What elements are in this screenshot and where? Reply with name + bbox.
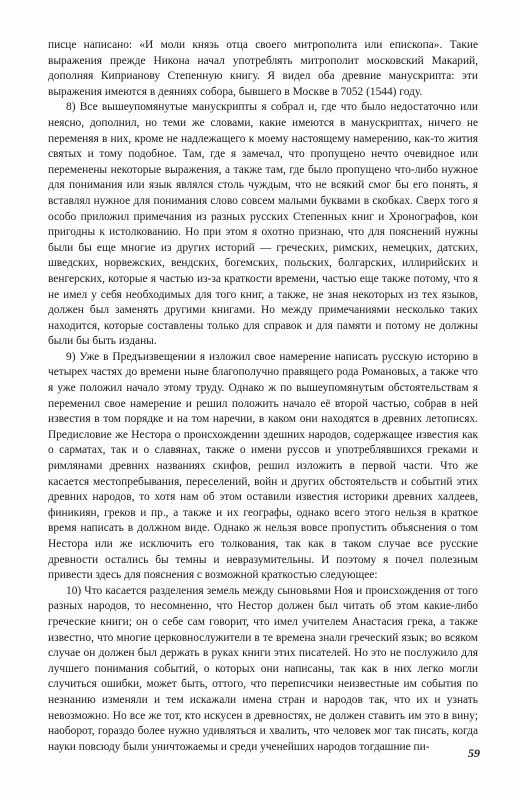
page-number: 59: [468, 746, 480, 760]
paragraph-continuation: писце написано: «И моли князь отца своего митрополита или епископа». Такие выражения прежде Никона начал употреблять митрополит московский Макарий, дополняя Киприанову Степенную книгу. Я видел оба древние манускрипта: эти выражения имеются в деяниях собора, бывшего в Москве в 7052 (1544) году.: [48, 39, 478, 98]
paragraph-10: 10) Что касается разделения земель между сыновьями Ноя и происхождения от того разных народов, то несомненно, что Нестор должен был читать об этом какие-либо греческие книги; он о себе сам говорит, что имел учителем Анастасия грека, а также известно, что многие церковнослужители в те времена знали греческий язык; во всяком случае он должен был держать в руках книги этих писателей. Но это не послужило для лучшего понимания событий, о которых они написаны, так как в них легко могли случиться ошибки, может быть, оттого, что переписчики неизвестные им события по незнанию изменяли и тем искажали имена стран и народов так, что их и узнать невозможно. Но все же тот, кто искусен в древностях, не должен ставить им это в вину; наоборот, гораздо более нужно удивляться и хвалить, что человек мог так писать, когда науки повсюду были уничтожаемы и среди ученейших народов тогдашние пи-: [48, 584, 478, 753]
paragraph-8: 8) Все вышеупомянутые манускрипты я собрал и, где что было недостаточно или неясно, дополнил, но теми же словами, какие имеются в манускриптах, ничего не переменяя в них, кроме не надлежащего к моему настоящему намерению, как-то жития святых и тому подобное. Там, где я замечал, что пропущено нечто очевидное или переменены некоторые выражения, а также там, где было пропущено что-либо нужное для понимания или язык являлся столь чуждым, что не всякий смог бы его понять, я вставлял нужное для понимания слово совсем малыми буквами в скобках. Сверх того я особо приложил примечания из разных русских Степенных книг и Хронографов, кои пригодны к истолкованию. Но при этом я охотно признаю, что для пояснений нужны были бы еще многие из других историй — греческих, римских, немецких, датских, шведских, норвежских, вендских, богемских, польских, болгарских, иллирийских и венгерских, которые я частью из-за краткости времени, частью еще также потому, что я не имел у себя необходимых для того книг, а также, не зная некоторых из тех языков, должен был заменять другими книгами. Но между примечаниями несколько таких находится, которые составлены только для справок и для памяти и потому не должны были бы быть изданы.: [48, 101, 478, 348]
paragraph-9: 9) Уже в Предъизвещении я изложил свое намерение написать русскую историю в четырех частях до времени ныне благополучно правящего рода Романовых, а также что я уже положил начало этому труду. Однако ж по вышеупомянутым обстоятельствам я переменил свое намерение и решил положить начало её второй частью, собрав в ней известия в том порядке и на том наречии, в каком они находятся в древних летописях. Предисловие же Нестора о происхождении здешних народов, содержащее известия как о сарматах, так и о славянах, также о имени руссов и употреблявшихся греками и римлянами древних названиях скифов, решил изложить в первой части. Что же касается местопребывания, переселений, войн и других обстоятельств и событий этих древних народов, то хотя нам об этом оставили известия историки древних халдеев, финикиян, греков и пр., а также и их географы, однако всего этого нельзя в краткое время написать в должном виде. Однако ж нельзя вовсе пропустить объяснения о том Нестора или же исключить его толкования, так как в таком случае все русские древности остались бы темны и невразумительны. И поэтому я почел полезным привести здесь для пояснения с возможной краткостью следующее:: [48, 350, 478, 582]
body-text: [48, 38, 478, 755]
